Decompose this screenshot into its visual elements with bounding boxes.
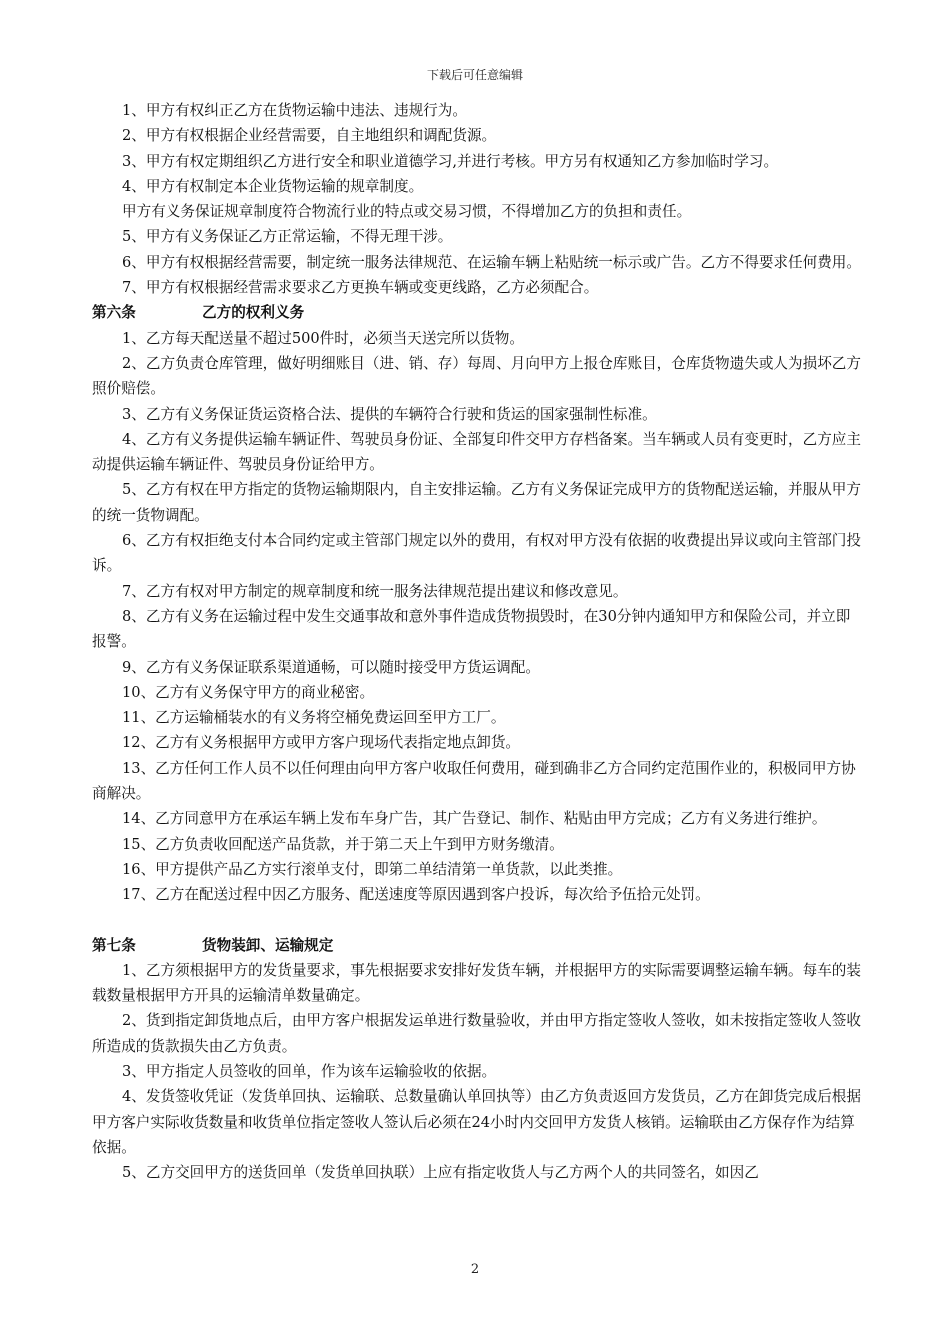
clause-item: 5、乙方有权在甲方指定的货物运输期限内，自主安排运输。乙方有义务保证完成甲方的货物配送运输，并服从甲方的统一货物调配。: [92, 481, 861, 524]
clause-item: 6、甲方有权根据经营需要，制定统一服务法律规范、在运输车辆上粘贴统一标示或广告。乙方不得要求任何费用。: [122, 253, 861, 271]
clause-item: 3、甲方指定人员签收的回单，作为该车运输验收的依据。: [122, 1062, 497, 1080]
clause-item: 9、乙方有义务保证联系渠道通畅，可以随时接受甲方货运调配。: [122, 658, 540, 676]
clause-item: 15、乙方负责收回配送产品货款，并于第二天上午到甲方财务缴清。: [122, 835, 564, 853]
document-body: [92, 98, 862, 1185]
clause-item: 4、发货签收凭证（发货单回执、运输联、总数量确认单回执等）由乙方负责返回方发货员，乙方在卸货完成后根据甲方客户实际收货数量和收货单位指定签收人签认后必须在24小时内交回甲方发货人核销。运输联由乙方保存作为结算依据。: [92, 1088, 861, 1156]
clause-item: 8、乙方有义务在运输过程中发生交通事故和意外事件造成货物损毁时，在30分钟内通知甲方和保险公司，并立即报警。: [92, 607, 851, 651]
clause-item: 2、甲方有权根据企业经营需要，自主地组织和调配货源。: [122, 127, 497, 145]
clause-item: 6、乙方有权拒绝支付本合同约定或主管部门规定以外的费用，有权对甲方没有依据的收费提出异议或向主管部门投诉。: [92, 532, 861, 575]
section-number: 第六条: [92, 304, 136, 322]
clause-item: 3、乙方有义务保证货运资格合法、提供的车辆符合行驶和货运的国家强制性标准。: [122, 405, 657, 423]
section-title: 货物装卸、运输规定: [202, 936, 334, 954]
clause-item: 7、乙方有权对甲方制定的规章制度和统一服务法律规范提出建议和修改意见。: [122, 582, 628, 600]
clause-item: 13、乙方任何工作人员不以任何理由向甲方客户收取任何费用，碰到确非乙方合同约定范围作业的，积极同甲方协商解决。: [92, 759, 856, 803]
clause-item: 7、甲方有权根据经营需求要求乙方更换车辆或变更线路，乙方必须配合。: [122, 279, 599, 297]
section-heading: [92, 933, 862, 958]
clause-item: 4、乙方有义务提供运输车辆证件、驾驶员身份证、全部复印件交甲方存档备案。当车辆或人员有变更时，乙方应主动提供运输车辆证件、驾驶员身份证给甲方。: [92, 430, 861, 474]
section-number: 第七条: [92, 936, 136, 954]
clause-item: 1、甲方有权纠正乙方在货物运输中违法、违规行为。: [122, 102, 467, 119]
section-heading: [92, 300, 862, 325]
clause-item: 16、甲方提供产品乙方实行滚单支付，即第二单结清第一单货款，以此类推。: [122, 860, 623, 878]
clause-item: 1、乙方每天配送量不超过500件时，必须当天送完所以货物。: [122, 329, 524, 347]
section-spacer: [92, 908, 862, 933]
section-6: [92, 300, 862, 907]
clause-item: 1、乙方须根据甲方的发货量要求，事先根据要求安排好发货车辆，并根据甲方的实际需要调整运输车辆。每车的装载数量根据甲方开具的运输清单数量确定。: [92, 961, 861, 1005]
clause-item: 17、乙方在配送过程中因乙方服务、配送速度等原因遇到客户投诉，每次给予伍拾元处罚。: [122, 886, 710, 904]
clause-item: 3、甲方有权定期组织乙方进行安全和职业道德学习,并进行考核。甲方另有权通知乙方参加临时学习。: [122, 152, 779, 170]
clause-item: 11、乙方运输桶装水的有义务将空桶免费运回至甲方工厂。: [122, 709, 506, 727]
page-header: 下载后可任意编辑: [426, 68, 523, 82]
clause-item: 12、乙方有义务根据甲方或甲方客户现场代表指定地点卸货。: [122, 734, 521, 752]
clause-item: 5、乙方交回甲方的送货回单（发货单回执联）上应有指定收货人与乙方两个人的共同签名，如因乙: [122, 1164, 759, 1182]
clause-note: 甲方有义务保证规章制度符合物流行业的特点或交易习惯，不得增加乙方的负担和责任。: [122, 203, 692, 221]
clause-item: 2、乙方负责仓库管理，做好明细账目（进、销、存）每周、月向甲方上报仓库账目，仓库货物遗失或人为损坏乙方照价赔偿。: [92, 354, 861, 398]
section-title: 乙方的权利义务: [202, 304, 305, 322]
clause-item: 2、货到指定卸货地点后，由甲方客户根据发运单进行数量验收，并由甲方指定签收人签收，如未按指定签收人签收所造成的货款损失由乙方负责。: [92, 1012, 861, 1055]
clause-item: 5、甲方有义务保证乙方正常运输，不得无理干涉。: [122, 228, 453, 246]
clause-item: 10、乙方有义务保守甲方的商业秘密。: [122, 683, 375, 701]
section-7: [92, 933, 862, 1186]
page-number: 2: [470, 1262, 480, 1277]
clause-item: 14、乙方同意甲方在承运车辆上发布车身广告，其广告登记、制作、粘贴由甲方完成；乙方有义务进行维护。: [122, 810, 827, 828]
clause-item: 4、甲方有权制定本企业货物运输的规章制度。: [122, 177, 424, 195]
section-5-continuation: [92, 98, 862, 300]
